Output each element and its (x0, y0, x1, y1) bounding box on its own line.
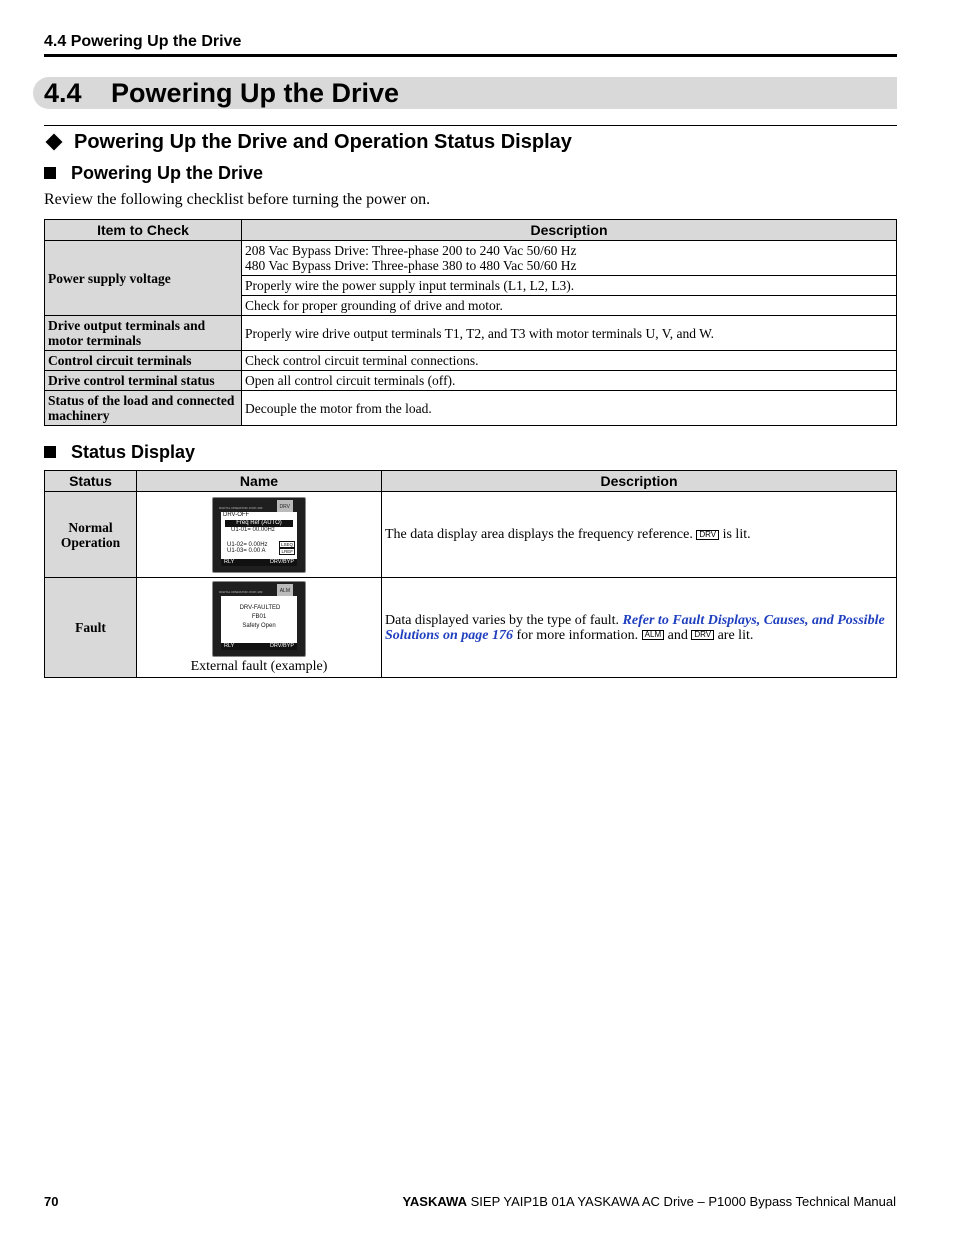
lcd-bottom-bar (221, 643, 297, 650)
lcd-screen (221, 596, 297, 650)
column-header-description: Description (242, 220, 897, 241)
alm-indicator: ALM (277, 584, 293, 599)
chapter-number: 4.4 (44, 78, 82, 108)
lcd-line: U1-02= 0.00Hz (227, 541, 268, 548)
lcd-side-label: LSEQ (280, 541, 293, 547)
description-text: Data displayed varies by the type of fault. (385, 612, 620, 628)
subsection-heading-status (44, 441, 195, 463)
lcd-bottom-left: RLY (224, 643, 235, 649)
page-number: 70 (44, 1194, 59, 1209)
section-rule (44, 125, 897, 126)
subsection-heading-power (44, 162, 263, 184)
status-cell-normal (45, 492, 137, 578)
table-row (45, 316, 897, 351)
lcd-line: Freq Ref (AUTO) (225, 520, 293, 527)
description-cell-normal (382, 492, 897, 578)
drv-indicator: DRV (277, 500, 293, 515)
item-cell: Drive control terminal status (45, 371, 242, 391)
description-cell: Check control circuit terminal connections. (242, 351, 897, 371)
lcd-bottom-bar (221, 559, 297, 566)
description-cell (242, 241, 897, 276)
description-text: and (667, 627, 688, 643)
status-label: Operation (60, 534, 121, 550)
section-heading (44, 129, 572, 155)
item-cell: Control circuit terminals (45, 351, 242, 371)
name-cell-normal (137, 492, 382, 578)
operator-display-normal (212, 497, 306, 573)
alm-key-indicator: ALM (642, 630, 664, 640)
lcd-bottom-left: RLY (224, 558, 235, 565)
fault-reference-link[interactable]: Refer to Fault Displays, Causes, and Possible Solutions on page 176 (385, 612, 885, 643)
running-head: 4.4 Powering Up the Drive (44, 33, 242, 50)
item-cell: Drive output terminals and motor terminals (45, 316, 242, 351)
operator-model-text: DIGITAL OPERATOR JVOP-183 (219, 590, 263, 594)
description-cell: Open all control circuit terminals (off). (242, 371, 897, 391)
section-title: Powering Up the Drive and Operation Status Display (74, 131, 572, 153)
footer-brand: YASKAWA (402, 1194, 467, 1209)
name-cell-fault (137, 578, 382, 678)
square-bullet-icon (44, 446, 56, 458)
description-cell: Decouple the motor from the load. (242, 391, 897, 426)
lcd-line: Safety Open (242, 623, 276, 629)
lcd-line: U1-03= 0.00 A (227, 547, 266, 554)
description-cell-fault (382, 578, 897, 678)
description-cell: Properly wire drive output terminals T1, T2, and T3 with motor terminals U, V, and W. (242, 316, 897, 351)
drv-key-indicator: DRV (691, 630, 714, 640)
item-cell: Power supply voltage (45, 241, 242, 316)
lcd-bottom-right: DRV/BYP (269, 643, 294, 649)
operator-model-text: DIGITAL OPERATOR JVOP-183 (219, 505, 263, 510)
lcd-line: U1-01= 00.00Hz (231, 526, 275, 533)
lcd-bottom-right: DRV/BYP (269, 558, 294, 565)
table-row (45, 391, 897, 426)
lcd-line: DRV-OFF (223, 511, 250, 518)
footer-text (402, 1194, 896, 1209)
description-cell: Check for proper grounding of drive and motor. (242, 296, 897, 316)
image-caption: External fault (example) (190, 659, 328, 674)
description-line: 208 Vac Bypass Drive: Three-phase 200 to 240 Vac 50/60 Hz (245, 243, 577, 258)
chapter-title: Powering Up the Drive (111, 78, 400, 108)
description-cell: Properly wire the power supply input terminals (L1, L2, L3). (242, 276, 897, 296)
subsection-title-status: Status Display (71, 442, 196, 462)
header-rule (44, 54, 897, 57)
table-row (45, 371, 897, 391)
table-row (45, 351, 897, 371)
description-text: are lit. (717, 627, 754, 643)
description-line: 480 Vac Bypass Drive: Three-phase 380 to 480 Vac 50/60 Hz (245, 258, 577, 273)
column-header-description: Description (382, 471, 897, 492)
description-text: is lit. (722, 527, 751, 542)
description-text: The data display area displays the frequency reference. (385, 527, 693, 542)
column-header-name: Name (137, 471, 382, 492)
table-row (45, 578, 897, 678)
square-bullet-icon (44, 167, 56, 179)
lcd-screen (221, 512, 297, 566)
description-text: for more information. (516, 627, 639, 643)
footer-manual-title: SIEP YAIP1B 01A YASKAWA AC Drive – P1000 Bypass Technical Manual (470, 1194, 896, 1209)
table-row (45, 492, 897, 578)
subsection-title-power: Powering Up the Drive (71, 163, 264, 183)
status-label: Normal (68, 519, 113, 535)
lcd-line: DRV-FAULTED (239, 605, 281, 611)
operator-display-fault (212, 581, 306, 657)
status-display-table (44, 470, 897, 678)
status-cell-fault: Fault (45, 578, 137, 678)
item-cell: Status of the load and connected machinery (45, 391, 242, 426)
diamond-bullet-icon (46, 134, 63, 151)
drv-key-indicator: DRV (696, 530, 719, 540)
lcd-side-label: LREF (281, 548, 293, 554)
table-row (45, 241, 897, 276)
column-header-item: Item to Check (45, 220, 242, 241)
checklist-table (44, 219, 897, 426)
intro-text: Review the following checklist before turning the power on. (44, 191, 431, 208)
lcd-line: FB01 (251, 614, 267, 620)
column-header-status: Status (45, 471, 137, 492)
